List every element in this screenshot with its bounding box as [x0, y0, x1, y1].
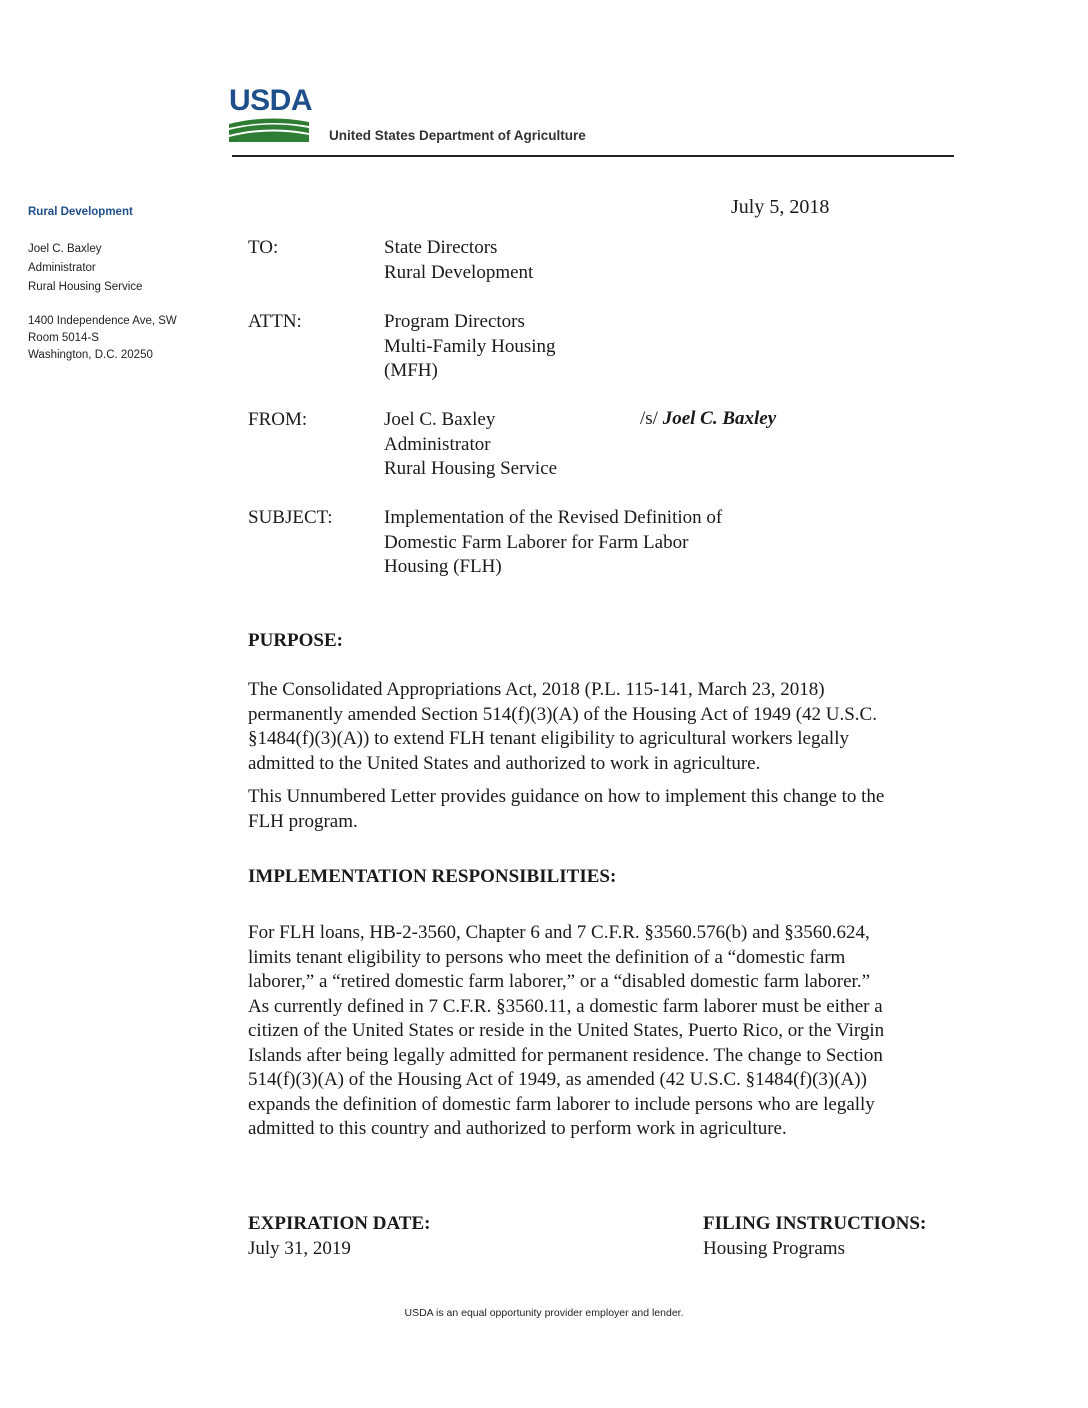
expiration-heading: EXPIRATION DATE: — [248, 1213, 431, 1234]
memo-line: Rural Development — [384, 261, 534, 283]
purpose-paragraph-1 — [248, 678, 970, 776]
expiration-value: July 31, 2019 — [248, 1238, 351, 1259]
memo-line: Rural Housing Service — [384, 458, 558, 479]
address-line: Washington, D.C. 20250 — [28, 349, 153, 361]
signature — [640, 408, 776, 430]
usda-logo — [229, 84, 313, 142]
memo-line: Administrator — [384, 433, 491, 455]
memo-line: Implementation of the Revised Definition of — [384, 507, 723, 528]
agency-name: United States Department of Agriculture — [329, 128, 586, 143]
footer-disclaimer: USDA is an equal opportunity provider employer and lender. — [404, 1307, 684, 1319]
text-line: §1484(f)(3)(A)) to extend FLH tenant eligibility to agricultural workers legally — [248, 728, 849, 749]
header-divider — [232, 155, 954, 157]
letter-date: July 5, 2018 — [731, 196, 830, 218]
sidebar-service: Rural Housing Service — [28, 281, 143, 293]
signature-prefix: /s/ — [640, 408, 658, 429]
memo-line: State Directors — [384, 237, 498, 258]
memo-from-value — [384, 408, 557, 482]
usda-logo-fields-icon — [229, 116, 309, 142]
memo-attn-label: ATTN: — [248, 311, 302, 332]
filing-heading: FILING INSTRUCTIONS: — [703, 1213, 927, 1234]
text-line: citizen of the United States or reside in the United States, Puerto Rico, or the Virgin — [248, 1020, 885, 1041]
usda-logo-text: USDA — [229, 84, 313, 117]
sidebar-address — [28, 313, 177, 364]
memo-line: Multi-Family Housing — [384, 335, 556, 357]
text-line: FLH program. — [248, 810, 358, 832]
sidebar-signer-block — [28, 240, 177, 297]
text-line: 514(f)(3)(A) of the Housing Act of 1949, as amended (42 U.S.C. §1484(f)(3)(A)) — [248, 1069, 867, 1090]
address-line: Room 5014-S — [28, 332, 99, 344]
memo-line: Program Directors — [384, 311, 525, 332]
sidebar-name: Joel C. Baxley — [28, 243, 102, 255]
signature-name: Joel C. Baxley — [662, 408, 777, 429]
text-line: admitted to this country and authorized to perform work in agriculture. — [248, 1118, 787, 1139]
memo-line: (MFH) — [384, 360, 438, 381]
sidebar-department: Rural Development — [28, 206, 133, 218]
text-line: admitted to the United States and authorized to work in agriculture. — [248, 752, 761, 774]
memo-subject-label: SUBJECT: — [248, 507, 333, 528]
text-line: permanently amended Section 514(f)(3)(A) of the Housing Act of 1949 (42 U.S.C. — [248, 703, 877, 725]
text-line: limits tenant eligibility to persons who meet the definition of a “domestic farm — [248, 946, 846, 968]
text-line: Islands after being legally admitted for permanent residence. The change to Section — [248, 1044, 883, 1066]
memo-to-value — [384, 236, 533, 285]
implementation-paragraph — [248, 921, 970, 1142]
text-line: The Consolidated Appropriations Act, 2018 (P.L. 115-141, March 23, 2018) — [248, 679, 825, 700]
sidebar-title: Administrator — [28, 262, 96, 274]
memo-to-label: TO: — [248, 237, 279, 258]
memo-attn-value — [384, 310, 556, 384]
memo-line: Domestic Farm Laborer for Farm Labor — [384, 531, 689, 553]
implementation-heading: IMPLEMENTATION RESPONSIBILITIES: — [248, 866, 617, 887]
filing-block — [703, 1211, 926, 1261]
filing-value: Housing Programs — [703, 1238, 845, 1259]
memo-subject-value — [384, 506, 722, 580]
memo-from-label: FROM: — [248, 409, 308, 430]
text-line: laborer,” a “retired domestic farm laborer,” or a “disabled domestic farm laborer.” — [248, 971, 871, 992]
sidebar — [28, 203, 177, 364]
text-line: This Unnumbered Letter provides guidance on how to implement this change to the — [248, 786, 885, 807]
text-line: For FLH loans, HB-2-3560, Chapter 6 and 7 C.F.R. §3560.576(b) and §3560.624, — [248, 922, 870, 943]
purpose-paragraph-2 — [248, 785, 970, 834]
memo-line: Joel C. Baxley — [384, 409, 496, 430]
purpose-heading: PURPOSE: — [248, 630, 343, 651]
text-line: As currently defined in 7 C.F.R. §3560.11, a domestic farm laborer must be either a — [248, 995, 883, 1017]
memo-line: Housing (FLH) — [384, 556, 502, 577]
address-line: 1400 Independence Ave, SW — [28, 315, 177, 327]
expiration-block — [248, 1211, 430, 1261]
text-line: expands the definition of domestic farm laborer to include persons who are legally — [248, 1093, 875, 1115]
